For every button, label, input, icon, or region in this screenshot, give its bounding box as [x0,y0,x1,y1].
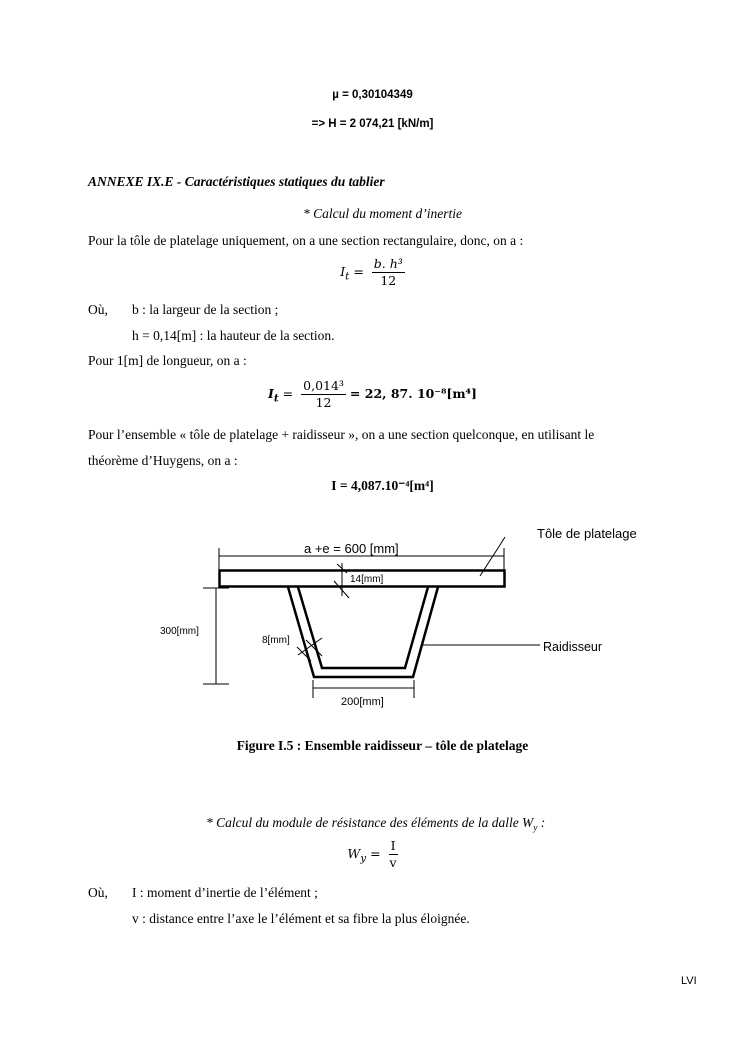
label-bottom-width: 200[mm] [341,696,384,708]
fraction [389,838,398,871]
equation-i-total: I = 4,087.10⁻⁴[m⁴] [331,478,434,493]
eq-sub: t [345,270,350,283]
eq-sub: t [273,392,279,405]
section-heading-inertia: * Calcul du moment d’inertie [303,206,462,221]
eq-lhs: W [347,846,361,861]
where-label: Où, [88,885,108,900]
denominator: 12 [380,273,397,288]
denominator: v [389,855,397,870]
label-web-thickness: 8[mm] [262,635,290,646]
eq-sign: = [366,846,381,861]
where-label: Où, [88,302,108,317]
paragraph: Pour la tôle de platelage uniquement, on a une section rectangulaire, donc, on a : [88,233,524,248]
label-thickness: 14[mm] [350,574,384,585]
eq-sub: y [360,852,367,865]
heading-text: * Calcul du module de résistance des éléments de la dalle W [206,815,534,830]
eq-lhs: I [268,386,274,401]
numerator: 0,014³ [303,378,344,393]
h-value: => H = 2 074,21 [kN/m] [311,118,434,130]
heading-end: : [537,815,546,830]
page-number: LVI [681,975,697,987]
label-stiffener: Raidisseur [543,640,603,654]
equation-wy [0,838,745,871]
label-width: a +e = 600 [mm] [304,541,399,556]
eq-lhs: I [340,264,346,279]
paragraph: Pour l’ensemble « tôle de platelage + raidisseur », on a une section quelconque, en utilisant le [88,427,595,442]
definition-h: h = 0,14[m] : la hauteur de la section. [132,328,335,343]
annex-title: ANNEXE IX.E - Caractéristiques statiques du tablier [88,174,385,189]
label-deck-plate: Tôle de platelage [537,526,637,541]
stiffener-inner [298,587,428,668]
definition-v: v : distance entre l’axe le l’élément et sa fibre la plus éloignée. [132,911,470,926]
eq-sign: = [278,386,294,401]
numerator: I [390,838,396,853]
denominator: 12 [315,395,332,410]
dimension-lines [203,537,540,698]
definition-b: b : la largeur de la section ; [132,302,279,317]
definition-i: I : moment d’inertie de l’élément ; [132,885,318,900]
label-height: 300[mm] [160,626,199,637]
paragraph: théorème d’Huygens, on a : [88,453,238,468]
numerator: b. h³ [373,256,403,271]
paragraph: Pour 1[m] de longueur, on a : [88,353,247,368]
eq-sign: = [349,264,364,279]
mu-value: µ = 0,30104349 [332,89,413,101]
heading-sub: y [533,822,538,833]
eq-result: = 22, 87. 10⁻⁸[m⁴] [349,386,477,401]
figure-caption: Figure I.5 : Ensemble raidisseur – tôle de platelage [236,738,529,753]
section-heading-modulus [206,815,545,833]
